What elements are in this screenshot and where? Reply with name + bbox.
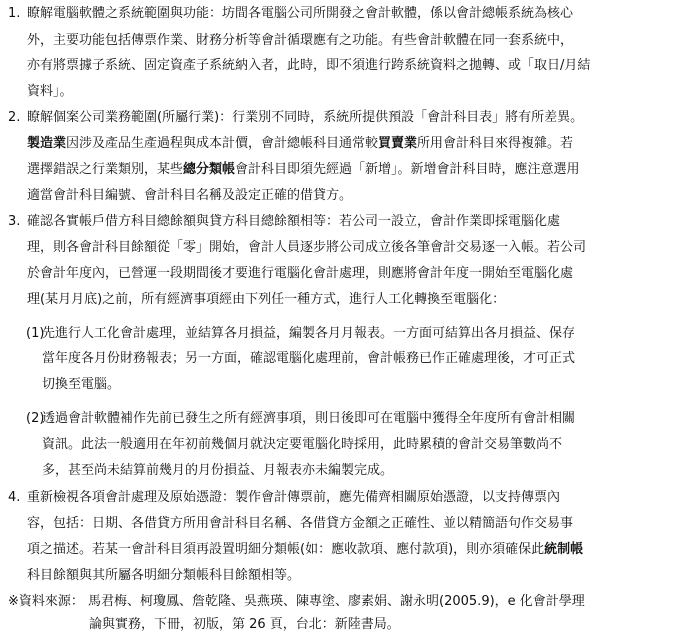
bold-term-merchandising: 買賣業	[378, 136, 418, 151]
item-4-line-4: 科目餘額與其所屬各明細分類帳科目餘額相等。	[27, 568, 301, 583]
item-4-line-2: 容，包括：日期、各借貸方所用會計科目名稱、各借貸方金額之正確性、並以精簡語句作交易事	[27, 516, 574, 531]
bold-term-manufacturing: 製造業	[27, 136, 67, 151]
item-2-line-2: 製造業因涉及產品生產過程與成本計價，會計總帳科目通常較買賣業所用會計科目來得複雜。若	[27, 136, 574, 151]
item-2-line-1: 瞭解個案公司業務範圍(所屬行業)：行業別不同時，系統所提供預設「會計科目表」將有所差異。	[27, 110, 584, 125]
subitem-1-line-1: 先進行人工化會計處理，並結算各月損益，編製各月月報表。一方面可結算出各月損益、保存	[42, 326, 576, 341]
subitem-1-line-3: 切換至電腦。	[42, 377, 121, 392]
item-3-line-1: 確認各實帳戶借方科目總餘額與貸方科目總餘額相等：若公司一設立，會計作業即採電腦化處	[27, 214, 561, 229]
subitem-2-number: (2)	[26, 411, 45, 426]
bold-term-general-ledger: 總分類帳	[183, 162, 236, 177]
item-3-line-3: 於會計年度內，已營運一段期間後才要進行電腦化會計處理，則應將會計年度一開始至電腦化處	[27, 266, 574, 281]
source-citation-line-2: 論與實務，下冊，初版，第 26 頁，台北：新陸書局。	[89, 617, 400, 632]
subitem-1-line-2: 當年度各月份財務報表；另一方面，確認電腦化處理前，會計帳務已作正確處理後，才可正式	[42, 351, 576, 366]
item-1-line-3: 亦有將票據子系統、固定資產子系統納入者，此時，即不須進行跨系統資料之拋轉、或「取日/月結	[27, 58, 591, 73]
item-4-line-1: 重新檢視各項會計處理及原始憑證：製作會計傳票前，應先備齊相關原始憑證，以支持傳票內	[27, 490, 561, 505]
item-1-number: 1.	[8, 6, 21, 21]
item-2-line-3: 選擇錯誤之行業類別，某些總分類帳會計科目即須先經過「新增」。新增會計科目時，應注意選用	[27, 162, 580, 177]
item-4-line-3: 項之描述。若某一會計科目須再設置明細分類帳(如：應收款項、應付款項)，則亦須確保此統制帳	[27, 542, 584, 557]
subitem-2-line-1: 透過會計軟體補作先前已發生之所有經濟事項，則日後即可在電腦中獲得全年度所有會計相關	[42, 411, 576, 426]
item-1-line-4: 資料」。	[27, 84, 73, 99]
subitem-2-line-3: 多，甚至尚未結算前幾月的月份損益、月報表亦未編製完成。	[42, 463, 394, 478]
item-1-line-1: 瞭解電腦軟體之系統範圍與功能：坊間各電腦公司所開發之會計軟體，係以會計總帳系統為核心	[27, 6, 574, 21]
subitem-1-number: (1)	[26, 326, 45, 341]
item-3-line-4: 理(某月月底)之前，所有經濟事項經由下列任一種方式，進行人工化轉換至電腦化：	[27, 292, 506, 307]
item-3-line-2: 理，則各會計科目餘額從「零」開始，會計人員逐步將公司成立後各筆會計交易逐一入帳。若公司	[27, 240, 587, 255]
item-3-number: 3.	[8, 214, 21, 229]
item-1-line-2: 外，主要功能包括傳票作業、財務分析等會計循環應有之功能。有些會計軟體在同一套系統中，	[27, 33, 574, 48]
item-4-number: 4.	[8, 490, 21, 505]
source-citation-line-1: ※資料來源： 馬君梅、柯瓊鳳、詹乾隆、吳燕瑛、陳專塗、廖素娟、謝永明(2005.9)，e 化會計學理	[8, 594, 585, 609]
item-2-line-4: 適當會計科目編號、會計科目名稱及設定正確的借貸方。	[27, 188, 353, 203]
bold-term-control-account: 統制帳	[544, 542, 584, 557]
item-2-number: 2.	[8, 110, 21, 125]
subitem-2-line-2: 資訊。此法一般適用在年初前幾個月就決定要電腦化時採用，此時累積的會計交易筆數尚不	[42, 437, 563, 452]
